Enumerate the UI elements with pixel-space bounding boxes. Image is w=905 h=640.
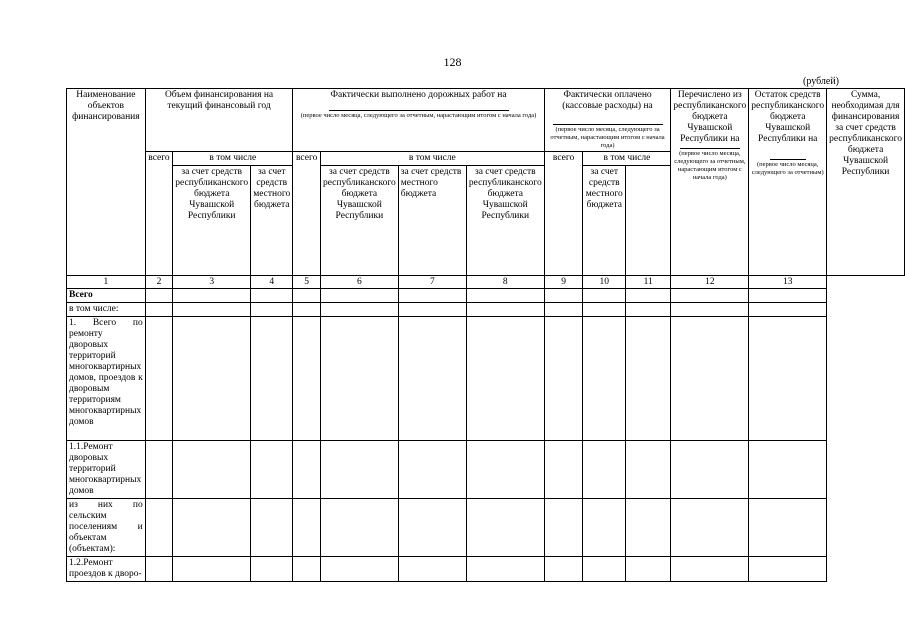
empty-cell: [749, 303, 827, 317]
col-number: 11: [626, 276, 671, 289]
table-row: [67, 317, 905, 441]
empty-cell: [173, 289, 251, 303]
col-number: 8: [466, 276, 544, 289]
empty-cell: [173, 499, 251, 557]
row-label: из них по сельским поселениям и объектам (объектам):: [67, 499, 146, 557]
empty-cell: [544, 289, 583, 303]
empty-cell: [320, 441, 398, 499]
empty-cell: [320, 289, 398, 303]
empty-cell: [544, 499, 583, 557]
page-number: 128: [443, 55, 462, 69]
empty-cell: [544, 303, 583, 317]
table-row: [67, 289, 905, 303]
empty-cell: [293, 499, 321, 557]
empty-cell: [749, 317, 827, 441]
empty-cell: [145, 557, 173, 582]
blank-line: [329, 110, 509, 111]
empty-cell: [626, 289, 671, 303]
empty-cell: [671, 289, 749, 303]
empty-cell: [671, 317, 749, 441]
header-financing: Объем финансирования на текущий финансовый год: [145, 89, 293, 152]
empty-cell: [583, 289, 626, 303]
col-number: 5: [293, 276, 321, 289]
col-number: 13: [749, 276, 827, 289]
empty-cell: [251, 303, 293, 317]
empty-cell: [173, 441, 251, 499]
col-number: 7: [398, 276, 466, 289]
empty-cell: [398, 441, 466, 499]
empty-cell: [749, 557, 827, 582]
empty-cell: [173, 557, 251, 582]
empty-cell: [398, 303, 466, 317]
empty-cell: [544, 441, 583, 499]
empty-cell: [466, 557, 544, 582]
header-local-budget: за счет средств местного бюджета: [251, 166, 293, 276]
table-row: [67, 557, 905, 582]
empty-cell: [398, 317, 466, 441]
empty-cell: [145, 441, 173, 499]
empty-cell: [398, 289, 466, 303]
empty-cell: [398, 499, 466, 557]
empty-cell: [251, 557, 293, 582]
empty-cell: [626, 499, 671, 557]
empty-cell: [466, 499, 544, 557]
empty-cell: [251, 441, 293, 499]
header-paid-title: Фактически оплачено (кассовые расходы) на: [562, 90, 653, 111]
empty-cell: [320, 557, 398, 582]
empty-cell: [320, 317, 398, 441]
empty-cell: [749, 441, 827, 499]
col-number: 3: [173, 276, 251, 289]
empty-cell: [145, 289, 173, 303]
header-including: в том числе: [583, 152, 671, 166]
header-rep-budget: за счет средств республиканского бюджета Чувашской Республики: [173, 166, 251, 276]
col-number: 4: [251, 276, 293, 289]
blank-line: [553, 124, 663, 125]
col-number: 12: [671, 276, 749, 289]
header-local-budget: за счет средств местного бюджета: [583, 166, 626, 276]
empty-cell: [544, 557, 583, 582]
empty-cell: [251, 289, 293, 303]
header-balance-hint: (первое число месяца, следующего за отчетным): [751, 161, 824, 176]
empty-cell: [293, 317, 321, 441]
blank-line: [770, 159, 806, 160]
header-total: всего: [544, 152, 583, 276]
empty-cell: [466, 303, 544, 317]
row-label: 1.2.Ремонт проездов к дворо-: [67, 557, 146, 582]
header-row-1: [67, 89, 905, 152]
empty-cell: [293, 557, 321, 582]
empty-cell: [583, 317, 626, 441]
col-number: 9: [544, 276, 583, 289]
row-label: 1. Всего по ремонту дворовых территорий многоквартирных домов, проездов к дворовым территориям многоквартирных домов: [67, 317, 146, 441]
header-total: всего: [293, 152, 321, 276]
row-label: 1.1.Ремонт дворовых территорий многоквартирных домов: [67, 441, 146, 499]
empty-cell: [671, 303, 749, 317]
empty-cell: [173, 303, 251, 317]
col-number: 6: [320, 276, 398, 289]
empty-cell: [749, 499, 827, 557]
empty-cell: [671, 441, 749, 499]
empty-cell: [749, 289, 827, 303]
header-needed: Сумма, необходимая для финансирования за счет средств республиканского бюджета Чувашской Республики: [827, 89, 905, 276]
empty-cell: [544, 317, 583, 441]
row-label: Всего: [67, 289, 146, 303]
table-row: [67, 441, 905, 499]
header-objects: Наименование объектов финансирования: [67, 89, 146, 276]
table-row: [67, 499, 905, 557]
row-label: в том числе:: [67, 303, 146, 317]
empty-cell: [398, 557, 466, 582]
empty-cell: [293, 441, 321, 499]
empty-cell: [320, 499, 398, 557]
empty-cell: [293, 289, 321, 303]
header-paid: [544, 89, 671, 152]
report-table: [66, 88, 905, 582]
empty-cell: [671, 557, 749, 582]
empty-cell: [583, 303, 626, 317]
empty-cell: [173, 317, 251, 441]
header-rep-budget: за счет средств республиканского бюджета Чувашской Республики: [320, 166, 398, 276]
empty-cell: [626, 317, 671, 441]
header-including: в том числе: [320, 152, 544, 166]
table-row: [67, 303, 905, 317]
col-number: 1: [67, 276, 146, 289]
blank-line: [680, 148, 740, 149]
header-total: всего: [145, 152, 173, 276]
empty-cell: [466, 317, 544, 441]
header-paid-hint: (первое число месяца, следующего за отчетным, нарастающим итогом с начала года): [550, 126, 665, 149]
header-local-budget: за счет средств местного бюджета: [398, 166, 466, 276]
header-rep-budget: за счет средств республиканского бюджета Чувашской Республики: [466, 166, 544, 276]
empty-cell: [251, 317, 293, 441]
units-label: (рублей): [803, 76, 840, 87]
empty-cell: [466, 441, 544, 499]
empty-cell: [466, 289, 544, 303]
header-transferred-title: Перечислено из республиканского бюджета Чувашской Республики на: [673, 90, 747, 144]
header-done-hint: (первое число месяца, следующего за отчетным, нарастающим итогом с начала года): [300, 112, 537, 119]
column-numbers-row: [67, 276, 905, 289]
header-including: в том числе: [173, 152, 293, 166]
col-number: 10: [583, 276, 626, 289]
empty-cell: [626, 557, 671, 582]
empty-cell: [320, 303, 398, 317]
empty-cell: [145, 317, 173, 441]
empty-cell: [583, 441, 626, 499]
header-balance: [749, 89, 827, 276]
header-done: [293, 89, 544, 152]
col-number: 2: [145, 276, 173, 289]
empty-cell: [251, 499, 293, 557]
empty-cell: [583, 557, 626, 582]
empty-cell: [145, 303, 173, 317]
header-done-title: Фактически выполнено дорожных работ на: [330, 90, 507, 100]
empty-cell: [626, 303, 671, 317]
empty-cell: [671, 499, 749, 557]
header-transferred: [671, 89, 749, 276]
empty-cell: [145, 499, 173, 557]
empty-cell: [293, 303, 321, 317]
header-balance-title: Остаток средств республиканского бюджета Чувашской Республики на: [751, 90, 825, 144]
empty-cell: [583, 499, 626, 557]
empty-cell: [626, 441, 671, 499]
header-transferred-hint: (первое число месяца, следующего за отчетным, нарастающим итогом с начала года): [674, 150, 746, 181]
